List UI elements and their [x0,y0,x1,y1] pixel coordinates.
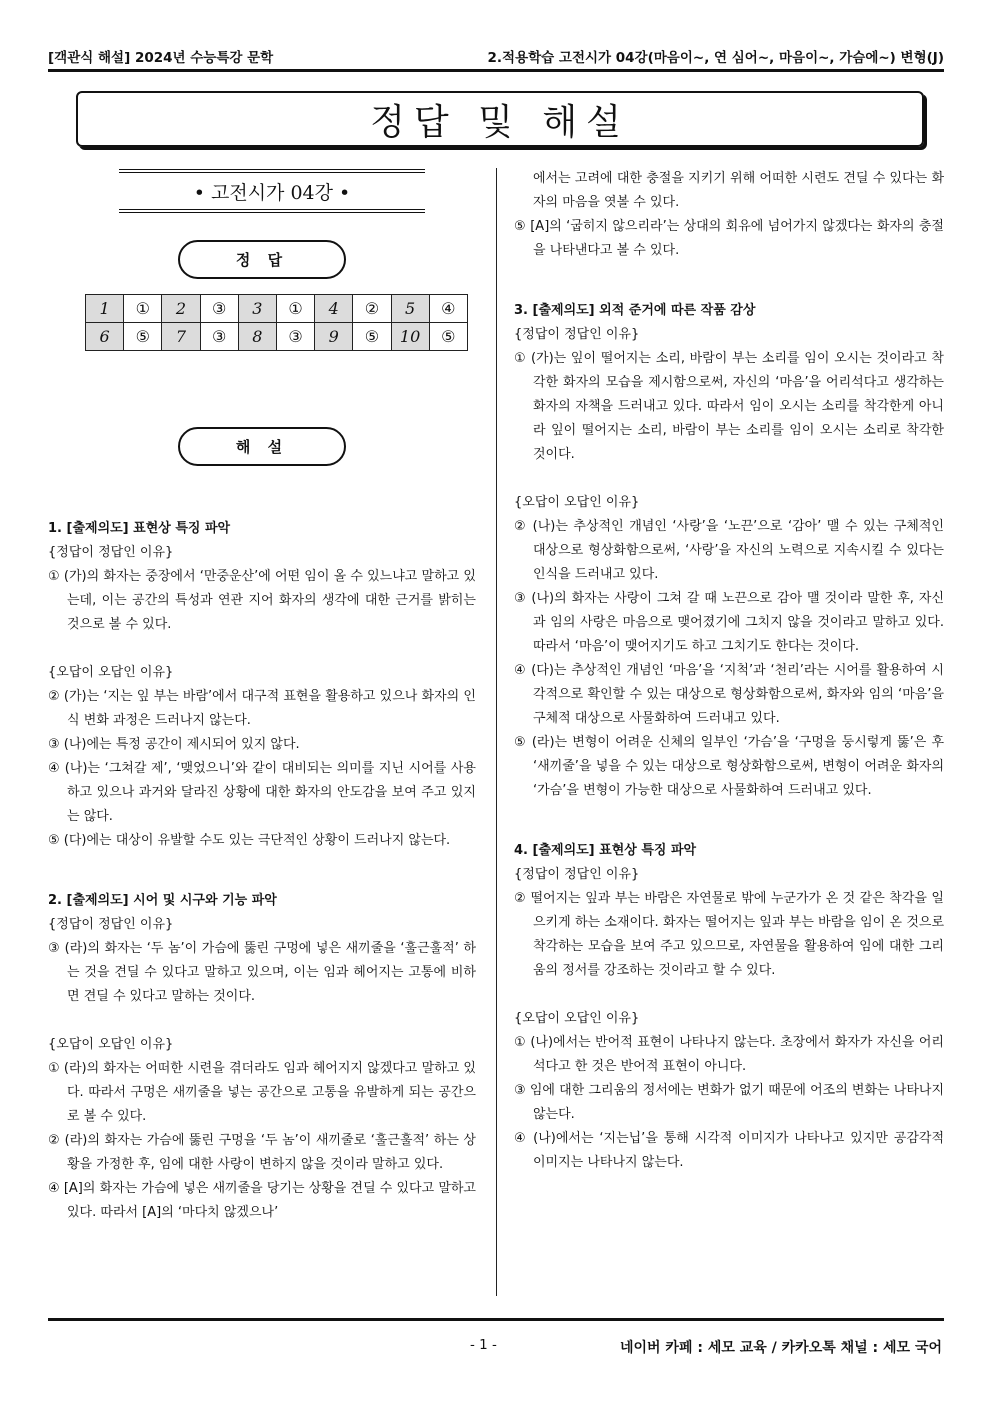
question-2-wrong-item: ④ [A]의 화자는 가슴에 넣은 새끼줄을 당기는 상황을 견딜 수 있다고 말하고 있다. 따라서 [A]의 ‘마다치 않겠으나’ [48,1181,476,1220]
question-2-wrong-item: ① (라)의 화자는 어떠한 시련을 겪더라도 임과 헤어지지 않겠다고 말하고 있다. 따라서 구멍은 새끼줄을 넣는 공간으로 고통을 유발하게 되는 공간으로 볼 수 있다. [48,1061,476,1124]
answer-value: ⑤ [429,323,467,351]
answer-num: 2 [162,295,200,323]
question-4-wrong-item: ① (나)에서는 반어적 표현이 나타나지 않는다. 초장에서 화자가 자신을 어리석다고 한 것은 반어적 표현이 아니다. [514,1035,944,1074]
answer-row-2 [86,323,468,351]
question-2-title: 2. [출제의도] 시어 및 시구와 기능 파악 [48,893,277,908]
question-1-wrong-item: ② (가)는 ‘지는 잎 부는 바람’에서 대구적 표현을 활용하고 있으나 화자의 인식 변화 과정은 드러나지 않는다. [48,689,476,728]
answer-value: ⑤ [124,323,162,351]
question-4-wrong-label: {오답이 오답인 이유} [514,1011,640,1026]
unit-title: • 고전시가 04강 • [193,181,351,204]
unit-title-box [119,169,425,213]
question-2-wrong-item: ② (라)의 화자는 가슴에 뚫린 구멍을 ‘두 놈’이 새끼줄로 ‘훌근훌적’ 하는 상황을 가정한 후, 임에 대한 사랑이 변하지 않을 것이라 말하고 있다. [48,1133,476,1172]
answer-label: 정 답 [178,240,346,279]
answer-value: ⑤ [353,323,391,351]
answer-value: ③ [276,323,314,351]
header-rule [48,69,944,72]
answer-num: 5 [391,295,429,323]
question-3-wrong-item: ④ (다)는 추상적인 개념인 ‘마음’을 ‘지척’과 ‘천리’라는 시어를 활용하여 시각적으로 확인할 수 있는 대상으로 형상화함으로써, 화자와 임의 ‘마음’을 구체적 대상으로 사물화하여 드러내고 있다. [514,663,944,726]
footer-rule [48,1318,944,1321]
answer-value: ④ [429,295,467,323]
answer-num: 4 [315,295,353,323]
question-4-title: 4. [출제의도] 표현상 특징 파악 [514,843,697,858]
question-1-correct: ① (가)의 화자는 중장에서 ‘만중운산’에 어떤 임이 올 수 있느냐고 말하고 있는데, 이는 공간의 특성과 연관 지어 화자의 생각에 대한 근거를 밝히는 것으로 볼 수 있다. [48,569,476,632]
question-2-correct: ③ (라)의 화자는 ‘두 놈’이 가슴에 뚫린 구멍에 넣은 새끼줄을 ‘훌근훌적’ 하는 것을 견딜 수 있다고 말하고 있으며, 이는 임과 헤어지는 고통에 비하면 견딜 수 있다고 말하는 것이다. [48,941,476,1004]
question-3-wrong-item: ② (나)는 추상적인 개념인 ‘사랑’을 ‘노끈’으로 ‘감아’ 맬 수 있는 구체적인 대상으로 형상화함으로써, ‘사랑’을 자신의 노력으로 지속시킬 수 있다는 인식을 드러내고 있다. [514,519,944,582]
question-4-correct: ② 떨어지는 잎과 부는 바람은 자연물로 밖에 누군가가 온 것 같은 착각을 일으키게 하는 소재이다. 화자는 떨어지는 잎과 부는 바람을 임이 온 것으로 착각하는 모습을 보여 주고 있으므로, 자연물을 활용하여 임에 대한 그리움의 정서를 강조하는 것이라고 할 수 있다. [514,891,944,978]
question-1-wrong-label: {오답이 오답인 이유} [48,665,174,680]
header-right: 2.적용학습 고전시가 04강(마음이~, 연 심어~, 마음이~, 가슴에~) 변형(J) [487,50,944,66]
page-number: - 1 - [470,1337,497,1353]
column-divider [496,168,497,1296]
footer-channel-info: 네이버 카페 : 세모 교육 / 카카오톡 채널 : 세모 국어 [619,1340,942,1356]
question-1-correct-label: {정답이 정답인 이유} [48,545,174,560]
question-3-wrong-item: ③ (나)의 화자는 사랑이 그쳐 갈 때 노끈으로 감아 맬 것이라 말한 후, 자신과 임의 사랑은 마음으로 맺어졌기에 그치지 않을 것이라고 말하고 있다. 따라서 ‘마음’이 맺어지기도 하고 그치기도 한다는 것이다. [514,591,944,654]
question-2-wrong-label: {오답이 오답인 이유} [48,1037,174,1052]
header-left: [객관식 해설] 2024년 수능특강 문학 [48,50,274,66]
answer-value: ③ [200,295,238,323]
answer-num: 9 [315,323,353,351]
right-column [514,167,944,1175]
question-1-title: 1. [출제의도] 표현상 특징 파악 [48,521,231,536]
answer-row-1 [86,295,468,323]
question-3-correct: ① (가)는 잎이 떨어지는 소리, 바람이 부는 소리를 임이 오시는 것이라고 착각한 화자의 모습을 제시함으로써, 자신의 ‘마음’을 어리석다고 생각하는 화자의 자책을 드러내고 있다. 따라서 임이 오시는 소리를 착각한게 아니라 잎이 떨어지는 소리, 바람이 부는 소리를 임이 오시는 소리로 착각한 것이다. [514,351,944,462]
left-column [48,517,476,1225]
answer-num: 1 [86,295,124,323]
answer-value: ① [276,295,314,323]
answer-table [85,294,468,351]
title-box [76,91,924,147]
explanation-label: 해 설 [178,427,346,466]
answer-num: 7 [162,323,200,351]
answer-num: 3 [238,295,276,323]
question-4-correct-label: {정답이 정답인 이유} [514,867,640,882]
answer-value: ① [124,295,162,323]
question-3-wrong-item: ⑤ (라)는 변형이 어려운 신체의 일부인 ‘가슴’을 ‘구멍을 둥시렇게 뚫’은 후 ‘새끼줄’을 넣을 수 있는 대상으로 형상화함으로써, 변형이 어려운 화자의 ‘가슴’을 변형이 가능한 대상으로 사물화하여 드러내고 있다. [514,735,944,798]
question-4-wrong-item: ④ (나)에서는 ‘지는닙’을 통해 시각적 이미지가 나타나고 있지만 공감각적 이미지는 나타나지 않는다. [514,1131,944,1170]
question-2-wrong-continued: 에서는 고려에 대한 충절을 지키기 위해 어떠한 시련도 견딜 수 있다는 화자의 마음을 엿볼 수 있다. [533,171,944,210]
question-3-title: 3. [출제의도] 외적 준거에 따른 작품 감상 [514,303,756,318]
answer-num: 8 [238,323,276,351]
answer-num: 6 [86,323,124,351]
question-2-correct-label: {정답이 정답인 이유} [48,917,174,932]
answer-num: 10 [391,323,429,351]
page-title: 정답 및 해설 [370,101,630,143]
question-2-wrong-item: ⑤ [A]의 ‘굽히지 않으리라’는 상대의 회유에 넘어가지 않겠다는 화자의 충절을 나타낸다고 볼 수 있다. [514,219,944,258]
question-3-correct-label: {정답이 정답인 이유} [514,327,640,342]
question-1-wrong-item: ③ (나)에는 특정 공간이 제시되어 있지 않다. [48,737,300,752]
question-1-wrong-item: ⑤ (다)에는 대상이 유발할 수도 있는 극단적인 상황이 드러나지 않는다. [48,833,451,848]
question-3-wrong-label: {오답이 오답인 이유} [514,495,640,510]
answer-value: ③ [200,323,238,351]
question-1-wrong-item: ④ (나)는 ‘그쳐갈 제’, ‘맺었으니’와 같이 대비되는 의미를 지닌 시어를 사용하고 있으나 과거와 달라진 상황에 대한 화자의 안도감을 보여 주고 있지는 않다. [48,761,476,824]
answer-value: ② [353,295,391,323]
question-4-wrong-item: ③ 임에 대한 그리움의 정서에는 변화가 없기 때문에 어조의 변화는 나타나지 않는다. [514,1083,944,1122]
